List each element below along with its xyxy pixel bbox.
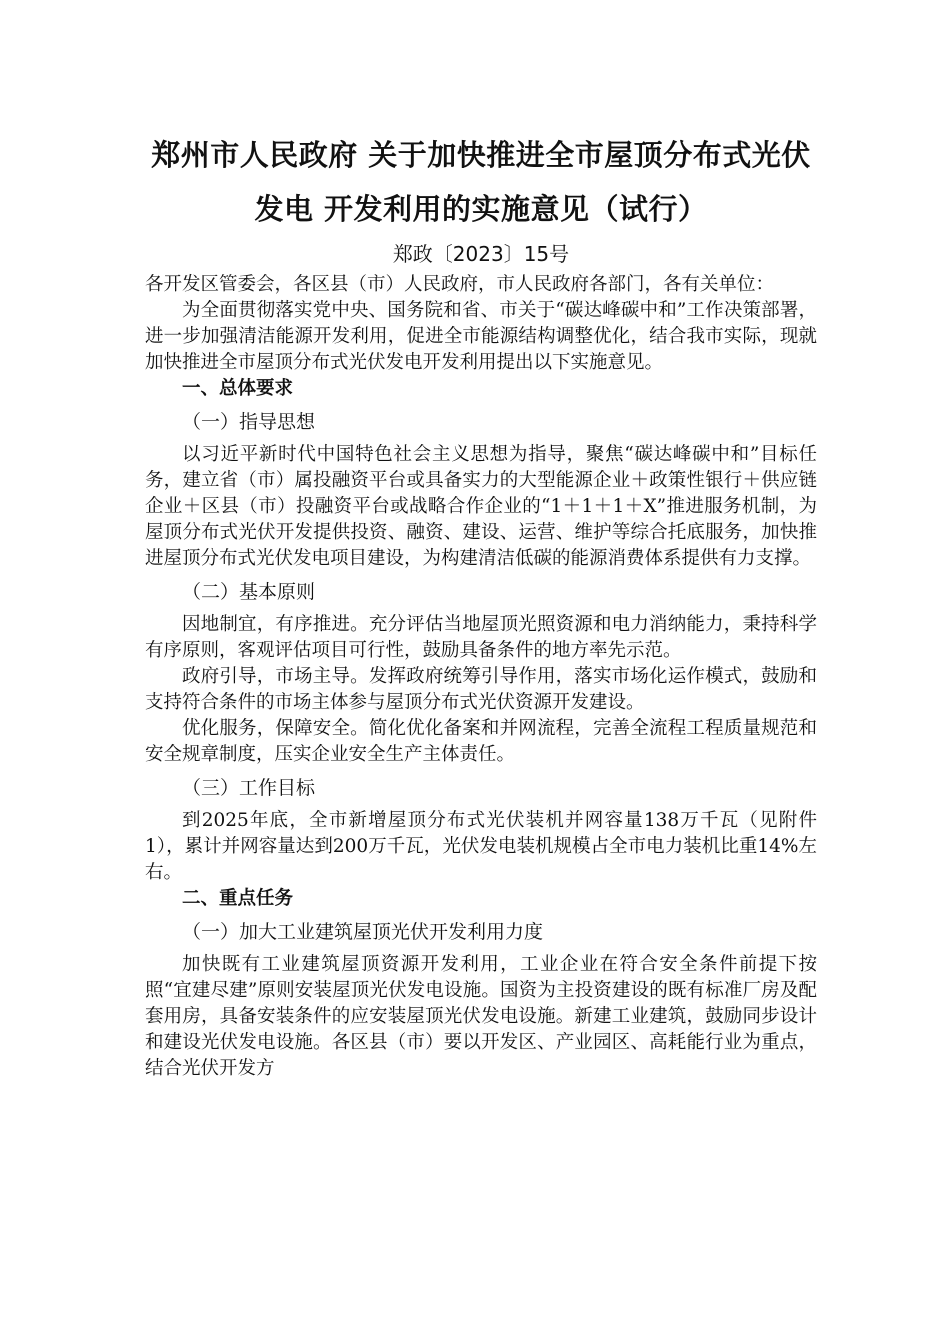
subheading-industrial-rooftop-pv: （一）加大工业建筑屋顶光伏开发利用力度 [182,921,544,943]
section-heading-general-requirements: 一、总体要求 [182,378,294,399]
document-title-line-2: 发电 开发利用的实施意见（试行） [254,192,708,226]
intro-paragraph: 为全面贯彻落实党中央、国务院和省、市关于“碳达峰碳中和”工作决策部署，进一步加强清洁能源开发利用，促进全市能源结构调整优化，结合我市实际，现就加快推进全市屋顶分布式光伏发电开发利用提出以下实施意见。 [145,300,817,373]
paragraph-principle-3: 优化服务，保障安全。简化优化备案和并网流程，完善全流程工程质量规范和安全规章制度，压实企业安全生产主体责任。 [145,718,817,765]
paragraph-guiding-ideology: 以习近平新时代中国特色社会主义思想为指导，聚焦“碳达峰碳中和”目标任务，建立省（市）属投融资平台或具备实力的大型能源企业＋政策性银行＋供应链企业＋区县（市）投融资平台或战略合作企业的“1＋1＋1＋X”推进服务机制，为屋顶分布式光伏开发提供投资、融资、建设、运营、维护等综合托底服务，加快推进屋顶分布式光伏发电项目建设，为构建清洁低碳的能源消费体系提供有力支撑。 [145,444,817,569]
salutation: 各开发区管委会，各区县（市）人民政府，市人民政府各部门，各有关单位： [145,274,775,295]
paragraph-principle-1: 因地制宜，有序推进。充分评估当地屋顶光照资源和电力消纳能力，秉持科学有序原则，客观评估项目可行性，鼓励具备条件的地方率先示范。 [145,614,817,661]
paragraph-work-goals: 到2025年底，全市新增屋顶分布式光伏装机并网容量138万千瓦（见附件1），累计并网容量达到200万千瓦，光伏发电装机规模占全市电力装机比重14%左右。 [145,810,817,883]
document-page [145,128,817,1082]
paragraph-principle-2: 政府引导，市场主导。发挥政府统筹引导作用，落实市场化运作模式，鼓励和支持符合条件的市场主体参与屋顶分布式光伏资源开发建设。 [145,666,817,713]
document-number: 郑政〔2023〕15号 [392,242,570,266]
document-title-line-1: 郑州市人民政府 关于加快推进全市屋顶分布式光伏 [151,138,811,172]
subheading-basic-principles: （二）基本原则 [182,581,316,603]
paragraph-industrial-rooftop-pv: 加快既有工业建筑屋顶资源开发利用，工业企业在符合安全条件前提下按照“宜建尽建”原则安装屋顶光伏发电设施。国资为主投资建设的既有标准厂房及配套用房，具备安装条件的应安装屋顶光伏发电设施。新建工业建筑，鼓励同步设计和建设光伏发电设施。各区县（市）要以开发区、产业园区、高耗能行业为重点，结合光伏开发方 [145,954,817,1079]
subheading-work-goals: （三）工作目标 [182,777,316,799]
section-heading-key-tasks: 二、重点任务 [182,888,294,909]
subheading-guiding-ideology: （一）指导思想 [182,411,316,433]
